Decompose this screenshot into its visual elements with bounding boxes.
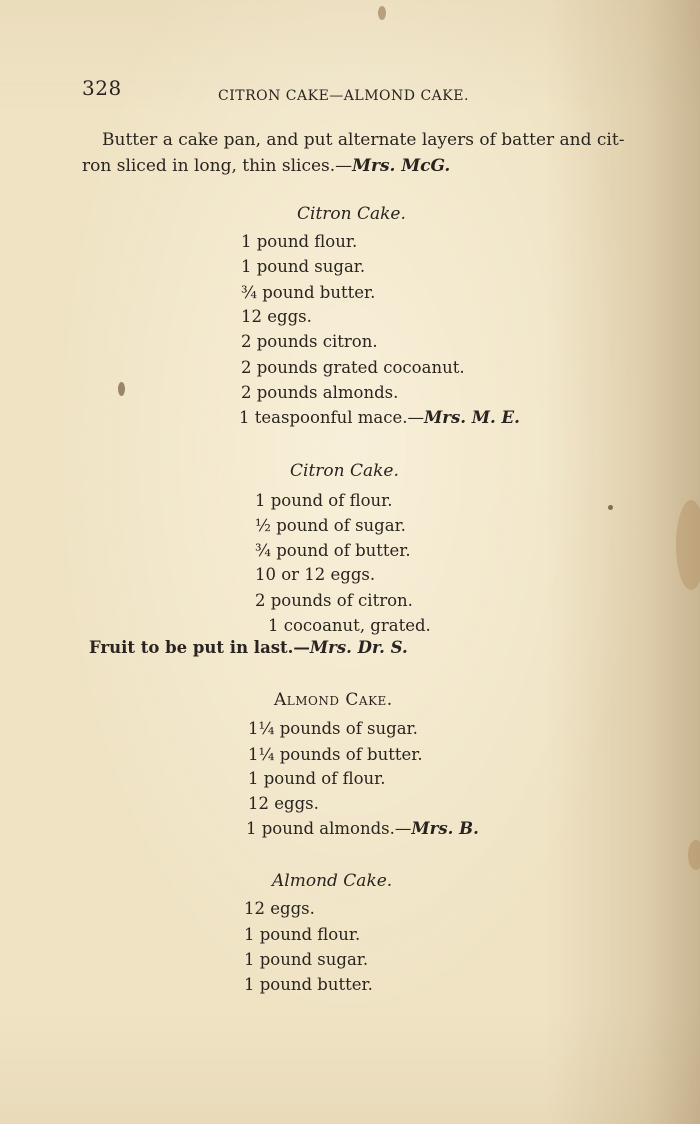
ingredient-line bbox=[246, 819, 479, 838]
ingredient-line: 1 pound butter. bbox=[244, 975, 373, 994]
intro-line bbox=[82, 156, 450, 176]
running-title: CITRON CAKE—ALMOND CAKE. bbox=[218, 88, 469, 104]
ingredient-line: 1 pound of flour. bbox=[248, 769, 386, 788]
attribution: Mrs. Dr. S. bbox=[309, 638, 408, 657]
recipe-title: Almond Cake. bbox=[272, 871, 393, 891]
ingredient-line: ½ pound of sugar. bbox=[255, 516, 406, 535]
paper-stain bbox=[688, 840, 700, 870]
ingredient-line: 12 eggs. bbox=[244, 899, 315, 918]
ingredient-text: 1 teaspoonful mace.— bbox=[239, 408, 424, 427]
ingredient-line bbox=[239, 408, 520, 427]
ingredient-line: 1 pound sugar. bbox=[244, 950, 369, 969]
ingredient-line: 1 pound flour. bbox=[241, 232, 358, 251]
attribution: Mrs. McG. bbox=[352, 156, 451, 176]
recipe-note bbox=[89, 638, 408, 657]
recipe-title: Citron Cake. bbox=[290, 461, 399, 481]
recipe-title: Citron Cake. bbox=[297, 204, 406, 224]
note-text: Fruit to be put in last.— bbox=[89, 638, 310, 657]
ingredient-line: 1 pound sugar. bbox=[241, 257, 366, 276]
ingredient-line: 12 eggs. bbox=[241, 307, 312, 326]
attribution: Mrs. M. E. bbox=[424, 408, 520, 427]
recipe-title: Almond Cake. bbox=[274, 690, 393, 710]
paper-stain bbox=[608, 505, 613, 510]
ingredient-line: 1 pound of flour. bbox=[255, 491, 393, 510]
intro-line: Butter a cake pan, and put alternate layers of batter and cit- bbox=[102, 130, 625, 150]
ingredient-line: 1¼ pounds of sugar. bbox=[248, 719, 418, 738]
ingredient-line: 2 pounds of citron. bbox=[255, 591, 413, 610]
ingredient-line: 1¼ pounds of butter. bbox=[248, 745, 423, 764]
ingredient-text: 1 pound almonds.— bbox=[246, 819, 412, 838]
paper-stain bbox=[118, 382, 125, 396]
page-number: 328 bbox=[82, 76, 122, 100]
ingredient-line: 1 cocoanut, grated. bbox=[268, 616, 431, 635]
attribution: Mrs. B. bbox=[411, 819, 479, 838]
paper-stain bbox=[378, 6, 386, 20]
ingredient-line: 10 or 12 eggs. bbox=[255, 565, 376, 584]
ingredient-line: 1 pound flour. bbox=[244, 925, 361, 944]
ingredient-line: 2 pounds almonds. bbox=[241, 383, 399, 402]
ingredient-line: 2 pounds grated cocoanut. bbox=[241, 358, 465, 377]
ingredient-line: 12 eggs. bbox=[248, 794, 319, 813]
ingredient-line: ¾ pound butter. bbox=[241, 283, 376, 302]
paper-stain bbox=[676, 500, 700, 590]
ingredient-line: ¾ pound of butter. bbox=[255, 541, 411, 560]
ingredient-line: 2 pounds citron. bbox=[241, 332, 378, 351]
intro-text: ron sliced in long, thin slices.— bbox=[82, 156, 353, 176]
